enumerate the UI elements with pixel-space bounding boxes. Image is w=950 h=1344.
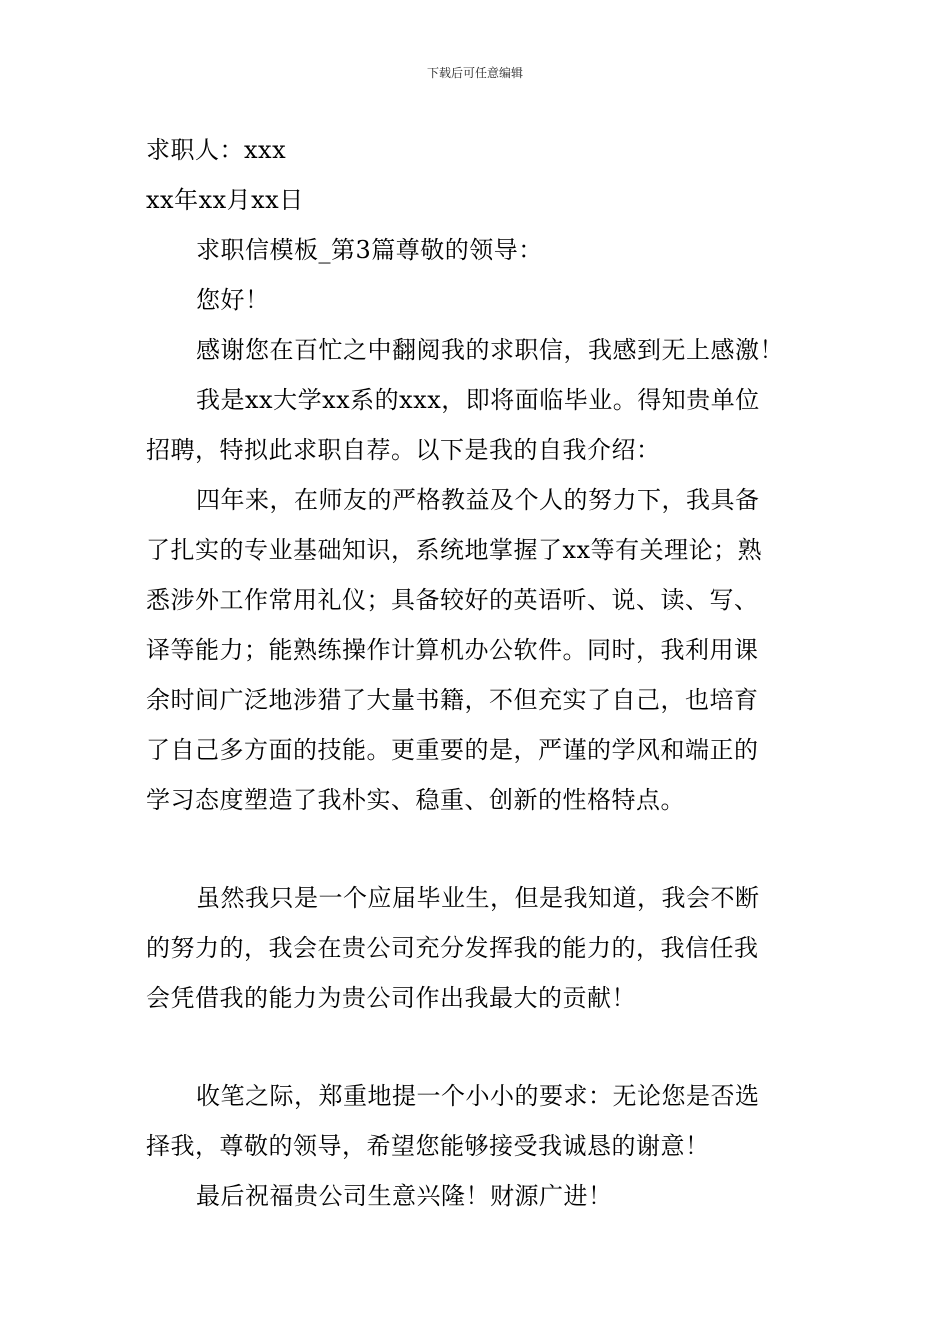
letter-title-salutation: 求职信模板_第3篇尊敬的领导： <box>196 236 543 264</box>
experience-paragraph-line: 余时间广泛地涉猎了大量书籍，不但充实了自己，也培育 <box>146 686 759 714</box>
intro-paragraph-line: 招聘，特拟此求职自荐。以下是我的自我介绍： <box>146 436 661 464</box>
commitment-paragraph-line: 的努力的，我会在贵公司充分发挥我的能力的，我信任我 <box>146 934 759 962</box>
closing-paragraph-line: 择我，尊敬的领导，希望您能够接受我诚恳的谢意！ <box>146 1132 710 1160</box>
applicant-line: 求职人：xxx <box>146 136 287 164</box>
date-line: xx年xx月xx日 <box>146 186 304 214</box>
greeting: 您好！ <box>196 286 270 314</box>
page-header-note: 下载后可任意编辑 <box>426 66 523 80</box>
experience-paragraph-line: 四年来，在师友的严格教益及个人的努力下，我具备 <box>196 486 760 514</box>
experience-paragraph-line: 译等能力；能熟练操作计算机办公软件。同时，我利用课 <box>146 636 759 664</box>
final-wish: 最后祝福贵公司生意兴隆！财源广进！ <box>196 1182 613 1210</box>
thanks-paragraph: 感谢您在百忙之中翻阅我的求职信，我感到无上感激！ <box>196 336 784 364</box>
intro-paragraph-line: 我是xx大学xx系的xxx，即将面临毕业。得知贵单位 <box>196 386 760 414</box>
commitment-paragraph-line: 虽然我只是一个应届毕业生，但是我知道，我会不断 <box>196 884 760 912</box>
experience-paragraph-line: 学习态度塑造了我朴实、稳重、创新的性格特点。 <box>146 786 685 814</box>
experience-paragraph-line: 了自己多方面的技能。更重要的是，严谨的学风和端正的 <box>146 736 759 764</box>
experience-paragraph-line: 了扎实的专业基础知识，系统地掌握了xx等有关理论；熟 <box>146 536 763 564</box>
closing-paragraph-line: 收笔之际，郑重地提一个小小的要求：无论您是否选 <box>196 1082 760 1110</box>
commitment-paragraph-line: 会凭借我的能力为贵公司作出我最大的贡献！ <box>146 984 636 1012</box>
experience-paragraph-line: 悉涉外工作常用礼仪；具备较好的英语听、说、读、写、 <box>146 586 759 614</box>
